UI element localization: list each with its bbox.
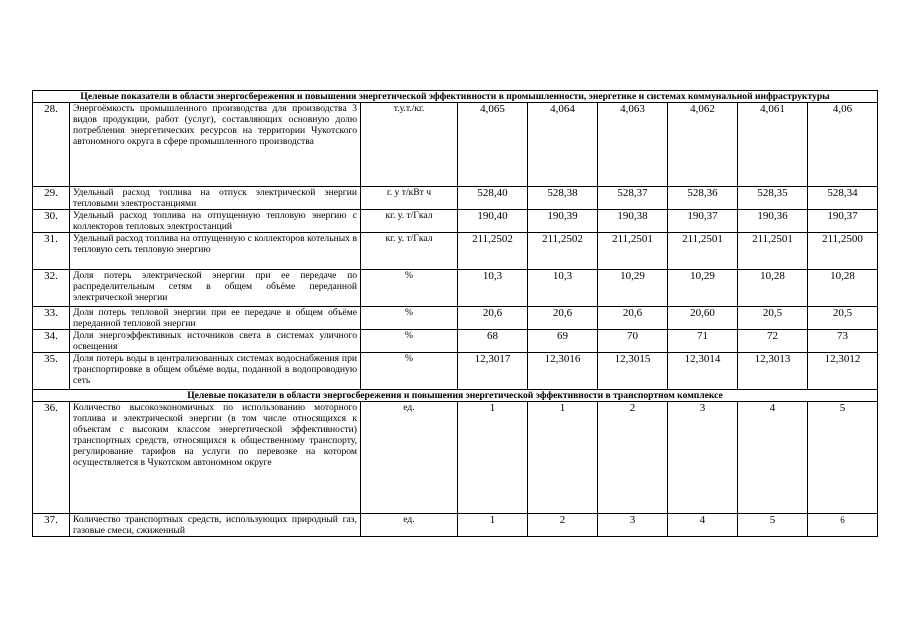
row-number: 29. xyxy=(33,187,70,210)
year-value: 2 xyxy=(598,402,668,514)
year-value: 70 xyxy=(598,330,668,353)
unit-of-measure: кг. у. т/Гкал xyxy=(361,233,458,270)
year-value: 4 xyxy=(738,402,808,514)
year-value: 10,3 xyxy=(528,270,598,307)
year-value: 20,5 xyxy=(738,307,808,330)
year-value: 10,28 xyxy=(808,270,878,307)
year-value: 211,2501 xyxy=(668,233,738,270)
table-row xyxy=(33,307,878,330)
year-value: 4,064 xyxy=(528,103,598,187)
table-row xyxy=(33,210,878,233)
year-value: 190,39 xyxy=(528,210,598,233)
year-value: 12,3013 xyxy=(738,353,808,390)
year-value: 3 xyxy=(598,514,668,537)
indicator-description: Доля энергоэффективных источников света в системах уличного освещения xyxy=(70,330,361,353)
indicator-description: Доля потерь тепловой энергии при ее передаче в общем объёме переданной тепловой энергии xyxy=(70,307,361,330)
table-row xyxy=(33,187,878,210)
year-value: 1 xyxy=(458,402,528,514)
year-value: 4,061 xyxy=(738,103,808,187)
indicator-description: Удельный расход топлива на отпуск электрической энергии тепловыми электростанциями xyxy=(70,187,361,210)
table-row xyxy=(33,103,878,187)
year-value: 211,2501 xyxy=(598,233,668,270)
year-value: 4,06 xyxy=(808,103,878,187)
year-value: 528,37 xyxy=(598,187,668,210)
year-value: 12,3017 xyxy=(458,353,528,390)
year-value: 211,2502 xyxy=(458,233,528,270)
year-value: 528,34 xyxy=(808,187,878,210)
year-value: 1 xyxy=(528,402,598,514)
indicator-description: Количество транспортных средств, использующих природный газ, газовые смеси, сжиженный xyxy=(70,514,361,537)
unit-of-measure: т.у.т./кг. xyxy=(361,103,458,187)
year-value: 20,60 xyxy=(668,307,738,330)
year-value: 5 xyxy=(808,402,878,514)
year-value: 10,29 xyxy=(598,270,668,307)
year-value: 68 xyxy=(458,330,528,353)
year-value: 12,3016 xyxy=(528,353,598,390)
row-number: 36. xyxy=(33,402,70,514)
year-value: 10,29 xyxy=(668,270,738,307)
indicators-table-body xyxy=(33,91,878,537)
row-number: 32. xyxy=(33,270,70,307)
unit-of-measure: кг. у. т/Гкал xyxy=(361,210,458,233)
unit-of-measure: % xyxy=(361,270,458,307)
row-number: 31. xyxy=(33,233,70,270)
year-value: 211,2502 xyxy=(528,233,598,270)
year-value: 4,062 xyxy=(668,103,738,187)
row-number: 35. xyxy=(33,353,70,390)
section-header-row xyxy=(33,390,878,402)
year-value: 190,37 xyxy=(808,210,878,233)
unit-of-measure: % xyxy=(361,307,458,330)
year-value: 211,2500 xyxy=(808,233,878,270)
indicator-description: Доля потерь электрической энергии при ее передаче по распределительным сетям в общем объёме переданной электрической энергии xyxy=(70,270,361,307)
year-value: 20,6 xyxy=(528,307,598,330)
year-value: 528,40 xyxy=(458,187,528,210)
section-title-energy-utilities: Целевые показатели в области энергосбережения и повышения энергетической эффективности в промышленности, энергетике и системах коммунальной инфраструктуры xyxy=(33,91,878,103)
year-value: 190,40 xyxy=(458,210,528,233)
row-number: 37. xyxy=(33,514,70,537)
year-value: 69 xyxy=(528,330,598,353)
year-value: 12,3014 xyxy=(668,353,738,390)
table-row xyxy=(33,514,878,537)
year-value: 3 xyxy=(668,402,738,514)
year-value: 72 xyxy=(738,330,808,353)
indicators-table xyxy=(32,90,878,537)
year-value: 528,36 xyxy=(668,187,738,210)
year-value: 190,38 xyxy=(598,210,668,233)
year-value: 10,3 xyxy=(458,270,528,307)
year-value: 1 xyxy=(458,514,528,537)
year-value: 73 xyxy=(808,330,878,353)
section-title-transport: Целевые показатели в области энергосбережения и повышения энергетической эффективности в транспортном комплексе xyxy=(33,390,878,402)
unit-of-measure: % xyxy=(361,353,458,390)
table-row xyxy=(33,353,878,390)
year-value: 190,36 xyxy=(738,210,808,233)
year-value: 5 xyxy=(738,514,808,537)
year-value: 211,2501 xyxy=(738,233,808,270)
year-value: 12,3012 xyxy=(808,353,878,390)
year-value: 4,063 xyxy=(598,103,668,187)
year-value: 12,3015 xyxy=(598,353,668,390)
table-row xyxy=(33,270,878,307)
year-value: 10,28 xyxy=(738,270,808,307)
year-value: 4 xyxy=(668,514,738,537)
indicator-description: Доля потерь воды в централизованных системах водоснабжения при транспортировке в общем объёме воды, поданной в водопроводную сеть xyxy=(70,353,361,390)
row-number: 33. xyxy=(33,307,70,330)
row-number: 30. xyxy=(33,210,70,233)
year-value: 20,6 xyxy=(598,307,668,330)
year-value: 4,065 xyxy=(458,103,528,187)
year-value: 2 xyxy=(528,514,598,537)
unit-of-measure: г. у т/кВт ч xyxy=(361,187,458,210)
year-value: 20,5 xyxy=(808,307,878,330)
unit-of-measure: ед. xyxy=(361,514,458,537)
indicator-description: Количество высокоэкономичных по использованию моторного топлива и электрической энергии (в том числе относящихся к объектам с высоким классом энергетической эффективности) транспортных средств, относящихся к общественному транспорту, регулирование тарифов на услуги по перевозке на котором осуществляется в Чукотском автономном округе xyxy=(70,402,361,514)
unit-of-measure: ед. xyxy=(361,402,458,514)
table-row xyxy=(33,233,878,270)
row-number: 34. xyxy=(33,330,70,353)
indicator-description: Удельный расход топлива на отпущенную с коллекторов котельных в тепловую сеть тепловую энергию xyxy=(70,233,361,270)
table-row xyxy=(33,402,878,514)
year-value: 190,37 xyxy=(668,210,738,233)
table-row xyxy=(33,330,878,353)
year-value: 20,6 xyxy=(458,307,528,330)
section-header-row xyxy=(33,91,878,103)
year-value: 6 xyxy=(808,514,878,537)
indicator-description: Энергоёмкость промышленного производства для производства 3 видов продукции, работ (услуг), составляющих основную долю потребления энергетических ресурсов на территории Чукотского автономного округа в сфере промышленного производства xyxy=(70,103,361,187)
row-number: 28. xyxy=(33,103,70,187)
unit-of-measure: % xyxy=(361,330,458,353)
year-value: 71 xyxy=(668,330,738,353)
year-value: 528,38 xyxy=(528,187,598,210)
indicator-description: Удельный расход топлива на отпущенную тепловую энергию с коллекторов тепловых электростанций xyxy=(70,210,361,233)
year-value: 528,35 xyxy=(738,187,808,210)
